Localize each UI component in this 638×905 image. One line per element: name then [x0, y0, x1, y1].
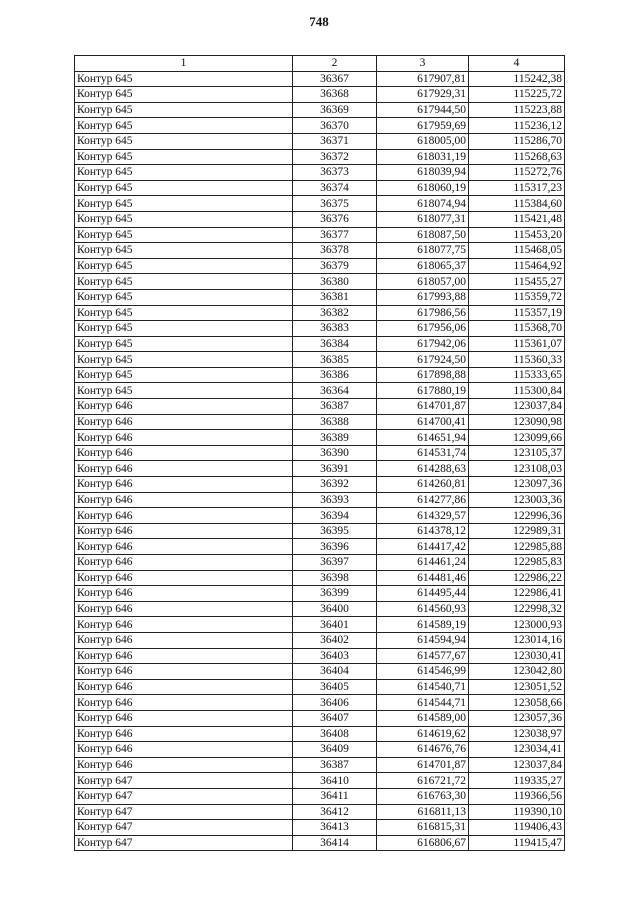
- point-number-cell: 36384: [293, 336, 377, 352]
- x-coordinate-cell: 614589,19: [377, 617, 469, 633]
- point-number-cell: 36388: [293, 414, 377, 430]
- coordinates-table: [74, 55, 565, 851]
- x-coordinate-cell: 614329,57: [377, 508, 469, 524]
- point-number-cell: 36413: [293, 820, 377, 836]
- x-coordinate-cell: 614676,76: [377, 742, 469, 758]
- point-number-cell: 36386: [293, 367, 377, 383]
- point-number-cell: 36412: [293, 804, 377, 820]
- table-row: [75, 367, 565, 383]
- contour-name-cell: Контур 646: [75, 601, 293, 617]
- contour-name-cell: Контур 646: [75, 539, 293, 555]
- table-row: [75, 508, 565, 524]
- table-row: [75, 632, 565, 648]
- contour-name-cell: Контур 646: [75, 477, 293, 493]
- table-row: [75, 804, 565, 820]
- y-coordinate-cell: 115357,19: [469, 305, 565, 321]
- contour-name-cell: Контур 646: [75, 742, 293, 758]
- table-row: [75, 726, 565, 742]
- x-coordinate-cell: 618057,00: [377, 274, 469, 290]
- y-coordinate-cell: 122986,41: [469, 586, 565, 602]
- table-row: [75, 445, 565, 461]
- point-number-cell: 36402: [293, 632, 377, 648]
- point-number-cell: 36396: [293, 539, 377, 555]
- x-coordinate-cell: 617924,50: [377, 352, 469, 368]
- point-number-cell: 36369: [293, 102, 377, 118]
- contour-name-cell: Контур 645: [75, 336, 293, 352]
- point-number-cell: 36407: [293, 710, 377, 726]
- contour-name-cell: Контур 646: [75, 679, 293, 695]
- point-number-cell: 36380: [293, 274, 377, 290]
- point-number-cell: 36389: [293, 430, 377, 446]
- contour-name-cell: Контур 646: [75, 414, 293, 430]
- contour-name-cell: Контур 645: [75, 321, 293, 337]
- table-row: [75, 305, 565, 321]
- y-coordinate-cell: 123090,98: [469, 414, 565, 430]
- table-row: [75, 274, 565, 290]
- table-row: [75, 321, 565, 337]
- table-row: [75, 835, 565, 851]
- x-coordinate-cell: 614481,46: [377, 570, 469, 586]
- x-coordinate-cell: 616815,31: [377, 820, 469, 836]
- x-coordinate-cell: 614560,93: [377, 601, 469, 617]
- y-coordinate-cell: 122996,36: [469, 508, 565, 524]
- x-coordinate-cell: 618074,94: [377, 196, 469, 212]
- contour-name-cell: Контур 646: [75, 757, 293, 773]
- y-coordinate-cell: 122998,32: [469, 601, 565, 617]
- point-number-cell: 36374: [293, 180, 377, 196]
- table-row: [75, 149, 565, 165]
- y-coordinate-cell: 115368,70: [469, 321, 565, 337]
- x-coordinate-cell: 614701,87: [377, 757, 469, 773]
- point-number-cell: 36387: [293, 757, 377, 773]
- y-coordinate-cell: 115272,76: [469, 165, 565, 181]
- contour-name-cell: Контур 646: [75, 726, 293, 742]
- x-coordinate-cell: 618039,94: [377, 165, 469, 181]
- table-row: [75, 258, 565, 274]
- y-coordinate-cell: 119415,47: [469, 835, 565, 851]
- table-header-row: [75, 56, 565, 72]
- contour-name-cell: Контур 647: [75, 835, 293, 851]
- y-coordinate-cell: 115455,27: [469, 274, 565, 290]
- table-row: [75, 695, 565, 711]
- table-body: [75, 71, 565, 851]
- x-coordinate-cell: 614619,62: [377, 726, 469, 742]
- y-coordinate-cell: 123030,41: [469, 648, 565, 664]
- column-header-2: 2: [293, 56, 377, 72]
- point-number-cell: 36401: [293, 617, 377, 633]
- y-coordinate-cell: 115453,20: [469, 227, 565, 243]
- y-coordinate-cell: 115286,70: [469, 133, 565, 149]
- table-row: [75, 679, 565, 695]
- table-row: [75, 664, 565, 680]
- contour-name-cell: Контур 646: [75, 430, 293, 446]
- table-row: [75, 383, 565, 399]
- y-coordinate-cell: 115361,07: [469, 336, 565, 352]
- contour-name-cell: Контур 645: [75, 87, 293, 103]
- y-coordinate-cell: 115359,72: [469, 289, 565, 305]
- contour-name-cell: Контур 647: [75, 788, 293, 804]
- table-row: [75, 617, 565, 633]
- contour-name-cell: Контур 645: [75, 180, 293, 196]
- point-number-cell: 36379: [293, 258, 377, 274]
- y-coordinate-cell: 122985,88: [469, 539, 565, 555]
- table-row: [75, 601, 565, 617]
- table-row: [75, 352, 565, 368]
- column-header-1: 1: [75, 56, 293, 72]
- contour-name-cell: Контур 645: [75, 149, 293, 165]
- y-coordinate-cell: 115421,48: [469, 211, 565, 227]
- y-coordinate-cell: 122989,31: [469, 523, 565, 539]
- x-coordinate-cell: 614651,94: [377, 430, 469, 446]
- y-coordinate-cell: 115384,60: [469, 196, 565, 212]
- table-row: [75, 586, 565, 602]
- y-coordinate-cell: 123000,93: [469, 617, 565, 633]
- table-row: [75, 289, 565, 305]
- contour-name-cell: Контур 646: [75, 617, 293, 633]
- table-row: [75, 196, 565, 212]
- x-coordinate-cell: 617986,56: [377, 305, 469, 321]
- contour-name-cell: Контур 645: [75, 196, 293, 212]
- x-coordinate-cell: 617944,50: [377, 102, 469, 118]
- table-row: [75, 820, 565, 836]
- contour-name-cell: Контур 645: [75, 305, 293, 321]
- table-row: [75, 570, 565, 586]
- y-coordinate-cell: 115225,72: [469, 87, 565, 103]
- y-coordinate-cell: 115464,92: [469, 258, 565, 274]
- point-number-cell: 36373: [293, 165, 377, 181]
- contour-name-cell: Контур 646: [75, 399, 293, 415]
- point-number-cell: 36377: [293, 227, 377, 243]
- point-number-cell: 36383: [293, 321, 377, 337]
- y-coordinate-cell: 123099,66: [469, 430, 565, 446]
- contour-name-cell: Контур 645: [75, 383, 293, 399]
- y-coordinate-cell: 123108,03: [469, 461, 565, 477]
- x-coordinate-cell: 617993,88: [377, 289, 469, 305]
- point-number-cell: 36370: [293, 118, 377, 134]
- contour-name-cell: Контур 645: [75, 258, 293, 274]
- x-coordinate-cell: 614495,44: [377, 586, 469, 602]
- point-number-cell: 36376: [293, 211, 377, 227]
- y-coordinate-cell: 115242,38: [469, 71, 565, 87]
- point-number-cell: 36392: [293, 477, 377, 493]
- contour-name-cell: Контур 645: [75, 289, 293, 305]
- x-coordinate-cell: 616811,13: [377, 804, 469, 820]
- x-coordinate-cell: 614577,67: [377, 648, 469, 664]
- point-number-cell: 36404: [293, 664, 377, 680]
- x-coordinate-cell: 618060,19: [377, 180, 469, 196]
- point-number-cell: 36364: [293, 383, 377, 399]
- table-row: [75, 414, 565, 430]
- table-row: [75, 539, 565, 555]
- contour-name-cell: Контур 645: [75, 211, 293, 227]
- contour-name-cell: Контур 646: [75, 523, 293, 539]
- point-number-cell: 36408: [293, 726, 377, 742]
- point-number-cell: 36372: [293, 149, 377, 165]
- x-coordinate-cell: 617942,06: [377, 336, 469, 352]
- contour-name-cell: Контур 645: [75, 243, 293, 259]
- contour-name-cell: Контур 646: [75, 508, 293, 524]
- x-coordinate-cell: 614277,86: [377, 492, 469, 508]
- contour-name-cell: Контур 645: [75, 71, 293, 87]
- point-number-cell: 36410: [293, 773, 377, 789]
- point-number-cell: 36409: [293, 742, 377, 758]
- contour-name-cell: Контур 646: [75, 492, 293, 508]
- x-coordinate-cell: 618065,37: [377, 258, 469, 274]
- y-coordinate-cell: 122986,22: [469, 570, 565, 586]
- x-coordinate-cell: 617929,31: [377, 87, 469, 103]
- x-coordinate-cell: 614700,41: [377, 414, 469, 430]
- x-coordinate-cell: 614594,94: [377, 632, 469, 648]
- point-number-cell: 36385: [293, 352, 377, 368]
- contour-name-cell: Контур 646: [75, 664, 293, 680]
- contour-name-cell: Контур 646: [75, 445, 293, 461]
- x-coordinate-cell: 614544,71: [377, 695, 469, 711]
- table-row: [75, 118, 565, 134]
- y-coordinate-cell: 119366,56: [469, 788, 565, 804]
- contour-name-cell: Контур 645: [75, 274, 293, 290]
- table-row: [75, 87, 565, 103]
- y-coordinate-cell: 123097,36: [469, 477, 565, 493]
- table-row: [75, 461, 565, 477]
- x-coordinate-cell: 617880,19: [377, 383, 469, 399]
- contour-name-cell: Контур 645: [75, 133, 293, 149]
- x-coordinate-cell: 614260,81: [377, 477, 469, 493]
- table-row: [75, 477, 565, 493]
- point-number-cell: 36405: [293, 679, 377, 695]
- x-coordinate-cell: 617956,06: [377, 321, 469, 337]
- y-coordinate-cell: 119406,43: [469, 820, 565, 836]
- point-number-cell: 36381: [293, 289, 377, 305]
- y-coordinate-cell: 123034,41: [469, 742, 565, 758]
- x-coordinate-cell: 614546,99: [377, 664, 469, 680]
- y-coordinate-cell: 123038,97: [469, 726, 565, 742]
- x-coordinate-cell: 618087,50: [377, 227, 469, 243]
- x-coordinate-cell: 614378,12: [377, 523, 469, 539]
- column-header-4: 4: [469, 56, 565, 72]
- table-row: [75, 648, 565, 664]
- contour-name-cell: Контур 647: [75, 820, 293, 836]
- point-number-cell: 36398: [293, 570, 377, 586]
- table-row: [75, 211, 565, 227]
- table-row: [75, 243, 565, 259]
- x-coordinate-cell: 614540,71: [377, 679, 469, 695]
- table-row: [75, 757, 565, 773]
- contour-name-cell: Контур 646: [75, 648, 293, 664]
- y-coordinate-cell: 115333,65: [469, 367, 565, 383]
- table-row: [75, 773, 565, 789]
- page-number: 748: [309, 14, 329, 29]
- y-coordinate-cell: 123042,80: [469, 664, 565, 680]
- contour-name-cell: Контур 646: [75, 586, 293, 602]
- point-number-cell: 36403: [293, 648, 377, 664]
- point-number-cell: 36395: [293, 523, 377, 539]
- y-coordinate-cell: 115236,12: [469, 118, 565, 134]
- table-row: [75, 555, 565, 571]
- point-number-cell: 36371: [293, 133, 377, 149]
- y-coordinate-cell: 123037,84: [469, 399, 565, 415]
- x-coordinate-cell: 618077,31: [377, 211, 469, 227]
- point-number-cell: 36414: [293, 835, 377, 851]
- table-row: [75, 336, 565, 352]
- y-coordinate-cell: 119335,27: [469, 773, 565, 789]
- table-row: [75, 399, 565, 415]
- point-number-cell: 36390: [293, 445, 377, 461]
- x-coordinate-cell: 618077,75: [377, 243, 469, 259]
- y-coordinate-cell: 123057,36: [469, 710, 565, 726]
- table-row: [75, 430, 565, 446]
- x-coordinate-cell: 618005,00: [377, 133, 469, 149]
- table-row: [75, 165, 565, 181]
- y-coordinate-cell: 123014,16: [469, 632, 565, 648]
- x-coordinate-cell: 618031,19: [377, 149, 469, 165]
- point-number-cell: 36375: [293, 196, 377, 212]
- contour-name-cell: Контур 646: [75, 461, 293, 477]
- y-coordinate-cell: 115268,63: [469, 149, 565, 165]
- table-row: [75, 133, 565, 149]
- table-row: [75, 523, 565, 539]
- x-coordinate-cell: 616721,72: [377, 773, 469, 789]
- y-coordinate-cell: 115468,05: [469, 243, 565, 259]
- point-number-cell: 36368: [293, 87, 377, 103]
- contour-name-cell: Контур 645: [75, 352, 293, 368]
- x-coordinate-cell: 617907,81: [377, 71, 469, 87]
- contour-name-cell: Контур 646: [75, 710, 293, 726]
- point-number-cell: 36391: [293, 461, 377, 477]
- x-coordinate-cell: 614288,63: [377, 461, 469, 477]
- x-coordinate-cell: 614461,24: [377, 555, 469, 571]
- y-coordinate-cell: 123058,66: [469, 695, 565, 711]
- point-number-cell: 36378: [293, 243, 377, 259]
- table-row: [75, 227, 565, 243]
- table-row: [75, 71, 565, 87]
- y-coordinate-cell: 115300,84: [469, 383, 565, 399]
- y-coordinate-cell: 123037,84: [469, 757, 565, 773]
- x-coordinate-cell: 616806,67: [377, 835, 469, 851]
- x-coordinate-cell: 617898,88: [377, 367, 469, 383]
- contour-name-cell: Контур 646: [75, 570, 293, 586]
- y-coordinate-cell: 115317,23: [469, 180, 565, 196]
- point-number-cell: 36406: [293, 695, 377, 711]
- table-row: [75, 102, 565, 118]
- x-coordinate-cell: 614589,00: [377, 710, 469, 726]
- point-number-cell: 36411: [293, 788, 377, 804]
- contour-name-cell: Контур 645: [75, 118, 293, 134]
- y-coordinate-cell: 123003,36: [469, 492, 565, 508]
- contour-name-cell: Контур 646: [75, 555, 293, 571]
- point-number-cell: 36397: [293, 555, 377, 571]
- point-number-cell: 36393: [293, 492, 377, 508]
- point-number-cell: 36387: [293, 399, 377, 415]
- contour-name-cell: Контур 646: [75, 695, 293, 711]
- point-number-cell: 36394: [293, 508, 377, 524]
- contour-name-cell: Контур 647: [75, 773, 293, 789]
- contour-name-cell: Контур 646: [75, 632, 293, 648]
- x-coordinate-cell: 614417,42: [377, 539, 469, 555]
- x-coordinate-cell: 614701,87: [377, 399, 469, 415]
- table-row: [75, 710, 565, 726]
- table-row: [75, 788, 565, 804]
- y-coordinate-cell: 115360,33: [469, 352, 565, 368]
- x-coordinate-cell: 617959,69: [377, 118, 469, 134]
- table-row: [75, 492, 565, 508]
- contour-name-cell: Контур 645: [75, 227, 293, 243]
- y-coordinate-cell: 119390,10: [469, 804, 565, 820]
- point-number-cell: 36367: [293, 71, 377, 87]
- y-coordinate-cell: 123051,52: [469, 679, 565, 695]
- point-number-cell: 36399: [293, 586, 377, 602]
- column-header-3: 3: [377, 56, 469, 72]
- y-coordinate-cell: 123105,37: [469, 445, 565, 461]
- table-row: [75, 180, 565, 196]
- point-number-cell: 36382: [293, 305, 377, 321]
- contour-name-cell: Контур 645: [75, 165, 293, 181]
- x-coordinate-cell: 614531,74: [377, 445, 469, 461]
- table-row: [75, 742, 565, 758]
- contour-name-cell: Контур 645: [75, 367, 293, 383]
- contour-name-cell: Контур 647: [75, 804, 293, 820]
- y-coordinate-cell: 115223,88: [469, 102, 565, 118]
- contour-name-cell: Контур 645: [75, 102, 293, 118]
- y-coordinate-cell: 122985,83: [469, 555, 565, 571]
- point-number-cell: 36400: [293, 601, 377, 617]
- x-coordinate-cell: 616763,30: [377, 788, 469, 804]
